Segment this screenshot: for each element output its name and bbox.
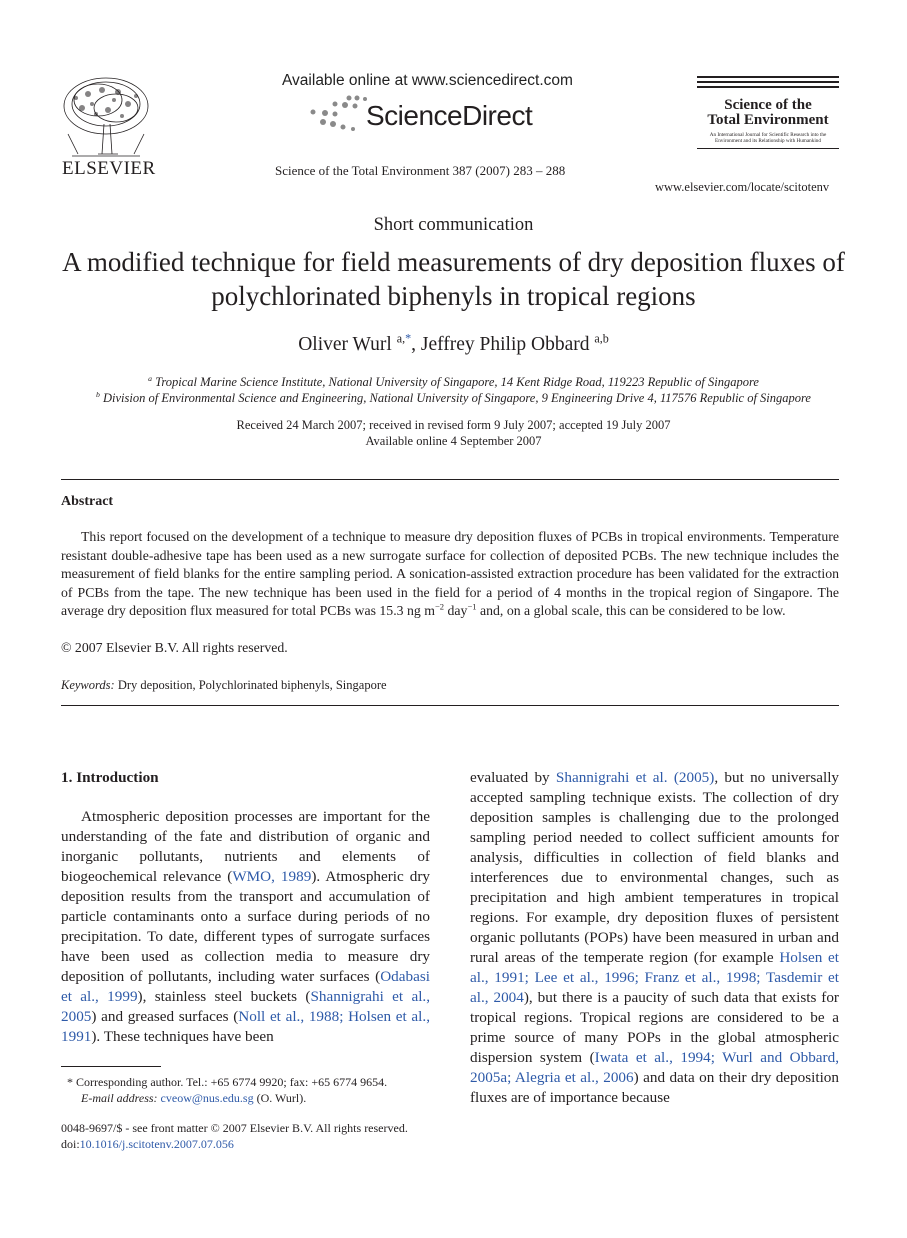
journal-logo-title	[697, 98, 839, 128]
footnote-rule	[61, 1066, 161, 1067]
footnote: * Corresponding author. Tel.: +65 6774 9920; fax: +65 6774 9654. E-mail address: cveow@nus.edu.sg (O. Wurl).	[67, 1075, 388, 1105]
issn-line: 0048-9697/$ - see front matter © 2007 Elsevier B.V. All rights reserved.	[61, 1121, 408, 1135]
citation-link[interactable]: Shannigrahi et al., 2005	[61, 988, 431, 1025]
journal-citation: Science of the Total Environment 387 (2007) 283 – 288	[275, 163, 566, 178]
publisher-name: ELSEVIER	[62, 158, 156, 179]
citation-link[interactable]: Iwata et al., 1994; Wurl and Obbard, 2005a; Alegria et al., 2006	[470, 1049, 839, 1086]
author-affiliation-mark: a,*	[396, 331, 412, 346]
author-name[interactable]: Jeffrey Philip Obbard	[420, 334, 590, 355]
journal-logo-bars	[697, 76, 839, 91]
available-online-text[interactable]: Available online at www.sciencedirect.com	[282, 72, 573, 89]
journal-title-line1: Science of the	[724, 97, 812, 113]
author-name[interactable]: Oliver Wurl	[298, 334, 392, 355]
paragraph: evaluated by Shannigrahi et al. (2005), but no universally accepted sampling technique exists. The collection of dry deposition samples is challenging due to the prolonged sampling period needed to collect sufficient amounts for analysis, difficulties in collection of field blanks and interferences due to environmental changes, such as precipitation and high ambient temperatures in tropical regions. For example, dry deposition fluxes of persistent organic pollutants (POPs) have been measured in urban and rural areas of the temperate region (for example Holsen et al., 1991; Lee et al., 1996; Franz et al., 1998; Tasdemir et al., 2004), but there is a paucity of such data that exists for tropical regions. Tropical regions are considered to be a prime source of many POPs in the global atmospheric dispersion system (Iwata et al., 1994; Wurl and Obbard, 2005a; Alegria et al., 2006) and data on their dry deposition fluxes are of importance because	[470, 769, 840, 1106]
citation-link[interactable]: WMO, 1989	[232, 868, 312, 885]
citation-link[interactable]: Odabasi et al., 1999	[61, 968, 430, 1005]
journal-logo-subtitle: An International Journal for Scientific Research into the Environment and its Relationship with Humankind	[709, 132, 827, 144]
author-affiliation-mark: a,b	[594, 331, 609, 346]
keywords: Keywords: Dry deposition, Polychlorinated biphenyls, Singapore	[61, 678, 387, 692]
body-column-right	[470, 768, 839, 1108]
sciencedirect-wordmark: ScienceDirect	[366, 100, 533, 131]
issn-doi-block: 0048-9697/$ - see front matter © 2007 Elsevier B.V. All rights reserved. doi:10.1016/j.scitotenv.2007.07.056	[61, 1121, 408, 1151]
affiliation-a: $^a$ Tropical Marine Science Institute, National University of Singapore, 14 Kent Ridge Road, 119223 Republic of Singapore	[148, 373, 759, 389]
online-date: Available online 4 September 2007	[365, 434, 542, 448]
citation-link[interactable]: Shannigrahi et al. (2005)	[555, 769, 715, 786]
doi-link[interactable]: 10.1016/j.scitotenv.2007.07.056	[79, 1137, 234, 1151]
author-list: Oliver Wurl $^{a,*}$, Jeffrey Philip Obbard $^{a,b}$	[298, 331, 609, 355]
journal-title-line2: Total Environment	[707, 112, 829, 128]
abstract-copyright: © 2007 Elsevier B.V. All rights reserved.	[61, 640, 288, 655]
citation-link[interactable]: Noll et al., 1988; Holsen et al., 1991	[61, 1008, 430, 1045]
journal-url-link[interactable]: www.elsevier.com/locate/scitotenv	[655, 180, 830, 194]
abstract-text: This report focused on the development of a technique to measure dry deposition fluxes of PCBs in tropical environments. Temperature resistant double-adhesive tape has been used as a new surrogate surface for collection of deposited PCBs. The new technique includes the measurement of field blanks for the entire sampling period. A sonication-assisted extraction procedure has been validated for the extraction of PCBs from the tape. The new technique has been used in the field for a period of 4 months in the tropical region of Singapore. The average dry deposition flux measured for total PCBs was 15.3 ng $m^{-2}$ day$^{-1}$ and, on a global scale, this can be considered to be low.	[61, 529, 839, 618]
journal-logo-rule	[697, 148, 839, 149]
sciencedirect-dots-icon	[305, 94, 369, 134]
corresponding-author-link[interactable]: *	[405, 331, 412, 346]
divider	[61, 705, 839, 706]
section-heading: 1. Introduction	[61, 769, 159, 786]
received-dates: Received 24 March 2007; received in revised form 9 July 2007; accepted 19 July 2007	[236, 418, 671, 432]
email-link[interactable]: cveow@nus.edu.sg	[160, 1090, 254, 1105]
article-title: A modified technique for field measurements of dry deposition fluxes of polychlorinated biphenyls in tropical regions	[62, 247, 845, 311]
paragraph: Atmospheric deposition processes are important for the understanding of the fate and distribution of organic and inorganic pollutants, nutrients and elements of biogeochemical relevance (WMO, 1989). Atmospheric dry deposition results from the transport and accumulation of particle contaminants onto a surface during periods of no precipitation. To date, different types of surrogate surfaces have been used as collection media to measure dry deposition of pollutants, including water surfaces (Odabasi et al., 1999), stainless steel buckets (Shannigrahi et al., 2005) and greased surfaces (Noll et al., 1988; Holsen et al., 1991). These techniques have been	[61, 808, 431, 1045]
abstract-heading: Abstract	[61, 494, 114, 509]
affiliation-b: $^b$ Division of Environmental Science and Engineering, National University of Singapore, 9 Engineering Drive 4, 117576 Republic of Singapore	[96, 389, 811, 405]
divider	[61, 479, 839, 480]
body-column-left	[61, 768, 430, 1047]
article-type: Short communication	[373, 215, 534, 235]
citation-link[interactable]: Holsen et al., 1991; Lee et al., 1996; Franz et al., 1998; Tasdemir et al., 2004	[470, 949, 839, 1006]
